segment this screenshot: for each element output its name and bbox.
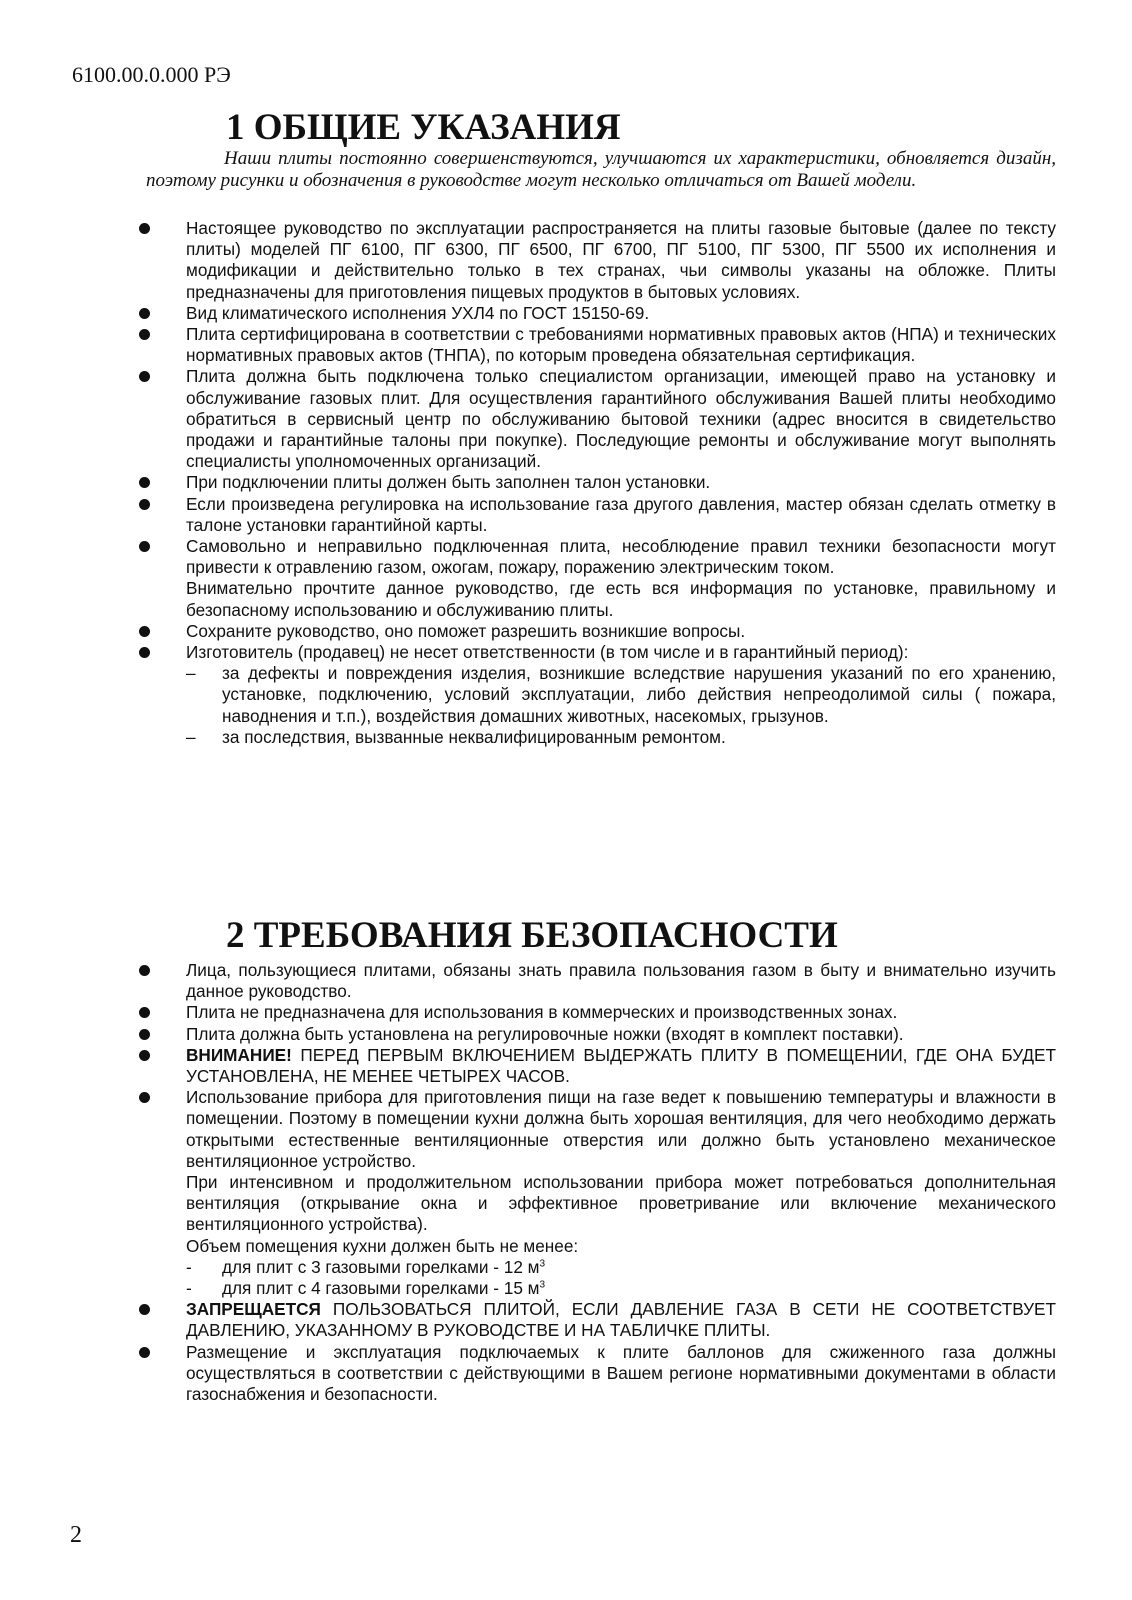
list-item [0, 303, 1056, 324]
sublist-item-text: для плит с 4 газовыми горелками - 15 м [222, 1278, 540, 1299]
list-item-text: Изготовитель (продавец) не несет ответственности (в том числе и в гарантийный период): [186, 642, 909, 663]
section-2-title: 2 ТРЕБОВАНИЯ БЕЗОПАСНОСТИ [226, 915, 838, 956]
document-code: 6100.00.0.000 РЭ [72, 62, 231, 87]
bullet-icon [139, 308, 150, 319]
liability-sublist [186, 663, 1056, 748]
list-item [0, 1299, 1056, 1341]
dash-icon: - [186, 1278, 192, 1299]
list-item [0, 1342, 1056, 1406]
list-item-text: Размещение и эксплуатация подключаемых к плите баллонов для сжиженного газа должны осуществляться в соответствии с действующими в Вашем регионе нормативными документами в области газоснабжения и безопасности. [186, 1341, 1056, 1405]
sublist-item [186, 1257, 1056, 1278]
list-item [0, 218, 1056, 303]
section-1-list [0, 218, 1056, 748]
list-item-text: Плита не предназначена для использования в коммерческих и производственных зонах. [186, 1002, 898, 1023]
list-item [0, 472, 1056, 493]
list-item-text: При подключении плиты должен быть заполнен талон установки. [186, 472, 711, 493]
list-item-text: Объем помещения кухни должен быть не менее: [186, 1235, 579, 1256]
list-item [0, 1002, 1056, 1023]
list-item-text: Вид климатического исполнения УХЛ4 по ГОСТ 15150-69. [186, 302, 650, 323]
warning-text: ПЕРЕД ПЕРВЫМ ВКЛЮЧЕНИЕМ ВЫДЕРЖАТЬ ПЛИТУ В ПОМЕЩЕНИИ, ГДЕ ОНА БУДЕТ УСТАНОВЛЕНА, НЕ МЕНЕЕ ЧЕТЫРЕХ ЧАСОВ. [186, 1044, 1056, 1087]
bullet-icon [139, 329, 150, 340]
list-item-text: Если произведена регулировка на использование газа другого давления, мастер обязан сделать отметку в талоне установки гарантийной карты. [186, 493, 1056, 535]
dash-icon: – [186, 726, 196, 747]
bullet-icon [139, 1050, 150, 1061]
sublist-item [186, 1278, 1056, 1299]
section-1-intro [146, 148, 1056, 192]
list-item-text: Плита сертифицирована в соответствии с требованиями нормативных правовых актов (НПА) и технических нормативных правовых актов (ТНПА), по которым проведена обязательная сертификация. [186, 324, 1056, 366]
sublist-item-text: за последствия, вызванные неквалифицированным ремонтом. [222, 726, 726, 747]
superscript: 3 [539, 1258, 546, 1270]
list-item-text: Плита должна быть установлена на регулировочные ножки (входят в комплект поставки). [186, 1023, 904, 1044]
sublist-item [186, 663, 1056, 727]
list-item-text: Лица, пользующиеся плитами, обязаны знать правила пользования газом в быту и внимательно изучить данное руководство. [186, 960, 1056, 1002]
bullet-icon [139, 1304, 150, 1315]
section-1-title: 1 ОБЩИЕ УКАЗАНИЯ [226, 107, 621, 148]
list-item-text: Внимательно прочтите данное руководство, где есть вся информация по установке, правильному и безопасному использованию и обслуживанию плиты. [186, 578, 1056, 620]
list-item-text: Плита должна быть подключена только специалистом организации, имеющей право на установку и обслуживание газовых плит. Для осуществления гарантийного обслуживания Вашей плиты необходимо обратиться в сервисный центр по обслуживанию бытовой техники (адрес вносится в свидетельство продажи и гарантийные талоны при покупке). Последующие ремонты и обслуживание могут выполнять специалисты уполномоченных организаций. [186, 366, 1056, 472]
bullet-icon [139, 541, 150, 552]
bullet-icon [139, 1007, 150, 1018]
intro-text: Наши плиты постоянно совершенствуются, улучшаются их характеристики, обновляется дизайн, поэтому рисунки и обозначения в руководстве могут несколько отличаться от Вашей модели. [146, 148, 1056, 191]
bullet-icon [139, 499, 150, 510]
sublist-item [186, 727, 1056, 748]
warning-label: ВНИМАНИЕ! [186, 1044, 292, 1065]
dash-icon: – [186, 663, 196, 684]
list-item [0, 621, 1056, 642]
list-item-text: Использование прибора для приготовления пищи на газе ведет к повышению температуры и влажности в помещении. Поэтому в помещении кухни должна быть хорошая вентиляция, для чего необходимо держать открытыми естественные вентиляционные отверстия или должно быть установлено механическое вентиляционное устройство. [186, 1087, 1056, 1171]
sublist-item-text: за дефекты и повреждения изделия, возникшие вследствие нарушения указаний по его хранению, установке, подключению, условий эксплуатации, либо действия непреодолимой силы ( пожара, наводнения и т.п.), воздействия домашних животных, насекомых, грызунов. [222, 663, 1056, 726]
list-item-text: Настоящее руководство по эксплуатации распространяется на плиты газовые бытовые (далее по тексту плиты) моделей ПГ 6100, ПГ 6300, ПГ 6500, ПГ 6700, ПГ 5100, ПГ 5300, ПГ 5500 их исполнения и модификации и действительно только в тех странах, чьи символы указаны на обложке. Плиты предназначены для приготовления пищевых продуктов в бытовых условиях. [186, 218, 1056, 302]
bullet-icon [139, 1092, 150, 1103]
bullet-icon [139, 477, 150, 488]
list-item-text: Сохраните руководство, оно поможет разрешить возникшие вопросы. [186, 620, 746, 641]
list-item [0, 536, 1056, 621]
list-item-text: Самовольно и неправильно подключенная плита, несоблюдение правил техники безопасности могут привести к отравлению газом, ожогам, пожару, поражению электрическим током. [186, 536, 1056, 578]
list-item [0, 1045, 1056, 1087]
list-item [0, 494, 1056, 536]
dash-icon: - [186, 1256, 192, 1277]
bullet-icon [139, 1029, 150, 1040]
superscript: 3 [539, 1279, 546, 1291]
forbid-text: ПОЛЬЗОВАТЬСЯ ПЛИТОЙ, ЕСЛИ ДАВЛЕНИЕ ГАЗА В СЕТИ НЕ СООТВЕТСТВУЕТ ДАВЛЕНИЮ, УКАЗАННОМУ В РУКОВОДСТВЕ И НА ТАБЛИЧКЕ ПЛИТЫ. [186, 1299, 1056, 1341]
section-2-list [0, 960, 1056, 1405]
list-item [0, 366, 1056, 472]
forbid-label: ЗАПРЕЩАЕТСЯ [186, 1299, 321, 1320]
list-item [0, 324, 1056, 366]
sublist-item-text: для плит с 3 газовыми горелками - 12 м [222, 1256, 540, 1277]
list-item [0, 642, 1056, 748]
bullet-icon [139, 965, 150, 976]
bullet-icon [139, 1347, 150, 1358]
bullet-icon [139, 626, 150, 637]
bullet-icon [139, 647, 150, 658]
list-item-text: При интенсивном и продолжительном использовании прибора может потребоваться дополнительная вентиляция (открывание окна и эффективное проветривание или включение механического вентиляционного устройства). [186, 1172, 1056, 1235]
bullet-icon [139, 223, 150, 234]
list-item [0, 1087, 1056, 1299]
page-number: 2 [70, 1522, 82, 1548]
list-item [0, 960, 1056, 1002]
volume-sublist [186, 1257, 1056, 1299]
list-item [0, 1024, 1056, 1045]
bullet-icon [139, 371, 150, 382]
